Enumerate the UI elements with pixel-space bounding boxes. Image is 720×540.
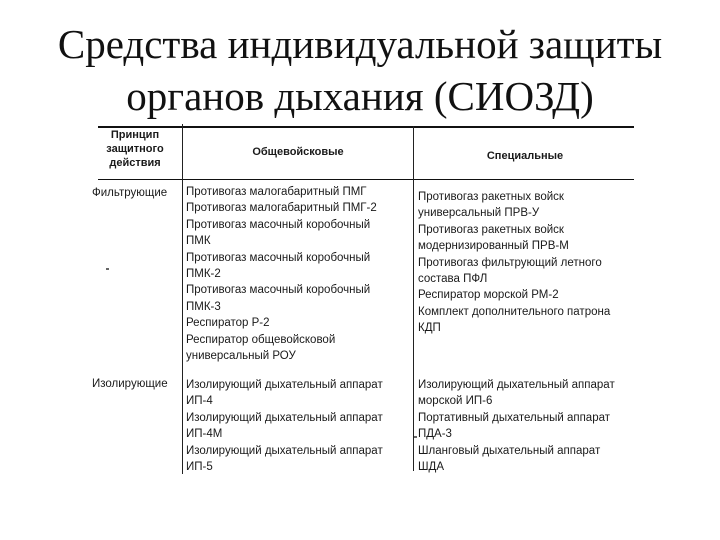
- list-item: модернизированный ПРВ-М: [418, 240, 569, 253]
- row-label-isolating: Изолирующие: [92, 378, 168, 390]
- header-bottom-rule: [98, 179, 634, 180]
- list-item: Респиратор Р-2: [186, 317, 270, 330]
- list-item: Изолирующий дыхательный аппарат: [186, 444, 383, 457]
- list-item: Противогаз малогабаритный ПМГ-2: [186, 202, 377, 215]
- list-item: Респиратор общевойсковой: [186, 333, 336, 346]
- title-line-1: Средства индивидуальной защиты: [57, 21, 663, 67]
- scan-speck: [414, 436, 417, 438]
- list-item: ПМК-2: [186, 268, 221, 281]
- list-item: Респиратор морской РМ-2: [418, 289, 559, 302]
- scan-speck: [106, 268, 109, 270]
- column-divider-1: [182, 124, 183, 474]
- list-item: ПМК: [186, 235, 211, 248]
- header-principle-line-1: Принцип: [110, 129, 160, 141]
- scanned-table: [88, 120, 634, 475]
- list-item: Изолирующий дыхательный аппарат: [186, 411, 383, 424]
- column-divider-2: [413, 126, 414, 471]
- list-item: Противогаз масочный коробочный: [186, 218, 371, 231]
- header-general: Общевойсковые: [252, 146, 344, 158]
- header-special: Специальные: [486, 150, 564, 162]
- list-item: Противогаз малогабаритный ПМГ: [186, 186, 367, 198]
- list-item: Противогаз масочный коробочный: [186, 251, 371, 264]
- list-item: Противогаз ракетных войск: [418, 223, 564, 236]
- list-item: Шланговый дыхательный аппарат: [418, 444, 601, 457]
- filtering-special-list: [418, 189, 610, 337]
- list-item: Противогаз ракетных войск: [418, 191, 564, 203]
- list-item: Противогаз масочный коробочный: [186, 284, 371, 297]
- header-principle-line-3: действия: [109, 157, 161, 169]
- list-item: Противогаз фильтрующий летного: [418, 256, 602, 269]
- list-item: ИП-4: [186, 395, 213, 408]
- isolating-special-list: [418, 377, 615, 475]
- list-item: универсальный РОУ: [186, 350, 296, 363]
- list-item: Изолирующий дыхательный аппарат: [186, 379, 383, 391]
- list-item: Комплект дополнительного патрона: [418, 305, 611, 318]
- list-item: ПМК-3: [186, 300, 221, 313]
- list-item: ИП-5: [186, 461, 213, 474]
- slide-title: [0, 18, 720, 122]
- header-principle-line-2: защитного: [106, 143, 164, 155]
- filtering-general-list: [186, 184, 377, 364]
- list-item: Изолирующий дыхательный аппарат: [418, 379, 615, 391]
- list-item: ШДА: [418, 461, 444, 474]
- list-item: морской ИП-6: [418, 395, 493, 408]
- header-principle: [92, 128, 178, 170]
- title-line-2: органов дыхания (СИОЗД): [126, 73, 594, 119]
- list-item: состава ПФЛ: [418, 273, 488, 286]
- list-item: КДП: [418, 322, 441, 335]
- row-label-filtering: Фильтрующие: [92, 187, 168, 199]
- list-item: Портативный дыхательный аппарат: [418, 411, 611, 424]
- list-item: ИП-4М: [186, 428, 223, 441]
- isolating-general-list: [186, 377, 383, 475]
- table-top-rule: [98, 126, 634, 128]
- list-item: универсальный ПРВ-У: [418, 207, 540, 220]
- list-item: ПДА-3: [418, 428, 452, 441]
